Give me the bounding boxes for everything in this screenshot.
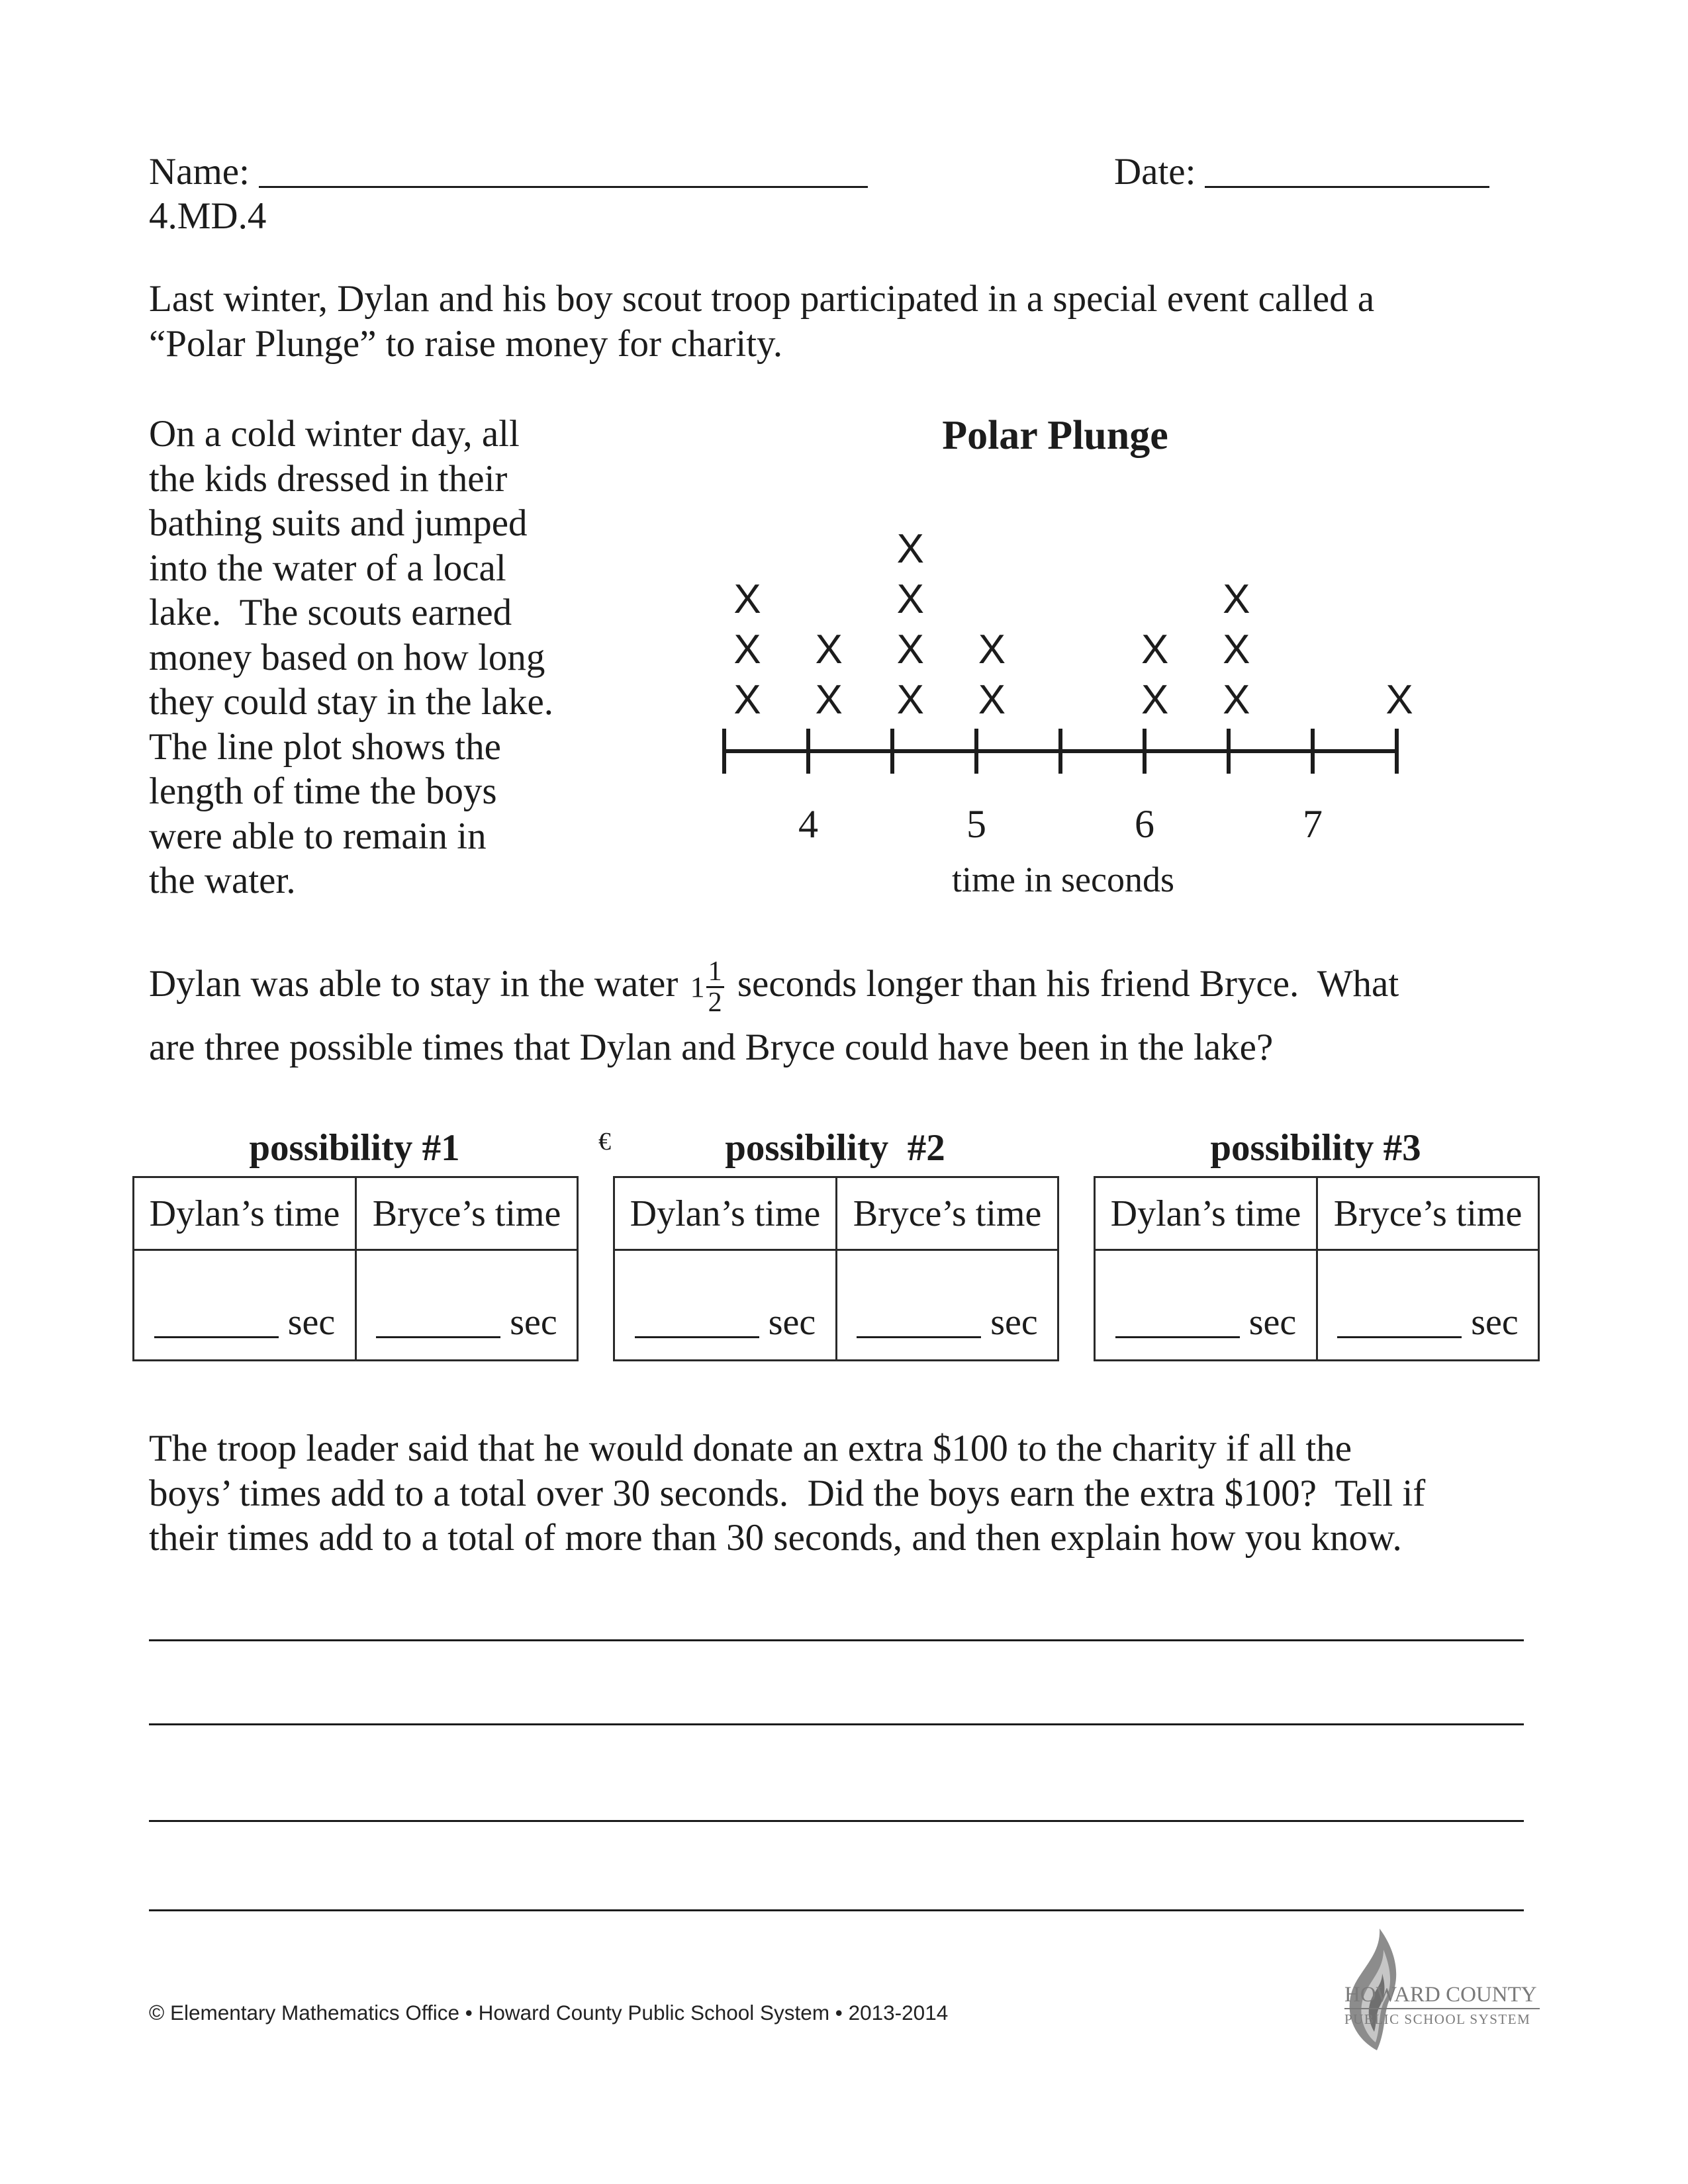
standard-code: 4.MD.4 bbox=[149, 195, 267, 237]
dylan-time-blank bbox=[635, 1310, 759, 1338]
x-mark: X bbox=[733, 627, 761, 672]
question-2-line: boys’ times add to a total over 30 seconds. Did the boys earn the extra $100? Tell if bbox=[149, 1472, 1426, 1514]
unit-label: sec bbox=[287, 1302, 336, 1343]
bryce-time-cell bbox=[1317, 1250, 1539, 1361]
tick-label: 6 bbox=[1135, 802, 1154, 846]
tick-label: 4 bbox=[798, 802, 818, 846]
mixed-number-whole: 1 bbox=[690, 970, 705, 1003]
x-mark: X bbox=[733, 677, 761, 723]
fraction-numerator: 1 bbox=[706, 957, 724, 988]
name-field bbox=[149, 150, 868, 195]
possibility-title: possibility #1 bbox=[249, 1127, 460, 1169]
bryce-time-header: Bryce’s time bbox=[356, 1177, 578, 1250]
bryce-time-cell bbox=[356, 1250, 578, 1361]
x-mark: X bbox=[978, 627, 1006, 672]
dylan-time-header: Dylan’s time bbox=[134, 1177, 356, 1250]
district-logo bbox=[1337, 1926, 1549, 2058]
dylan-time-blank bbox=[154, 1310, 279, 1338]
date-field bbox=[1114, 150, 1489, 195]
dylan-time-cell bbox=[1095, 1250, 1317, 1361]
question-1-line-2: are three possible times that Dylan and Bryce could have been in the lake? bbox=[149, 1026, 1274, 1068]
possibility-table bbox=[132, 1176, 579, 1361]
name-label: Name: bbox=[149, 151, 250, 193]
intro-line: Last winter, Dylan and his boy scout troop participated in a special event called a bbox=[149, 278, 1375, 320]
question-2-line: their times add to a total of more than 30 seconds, and then explain how you know. bbox=[149, 1517, 1402, 1559]
x-mark: X bbox=[1223, 627, 1250, 672]
logo-text-line-1: HOWARD COUNTY bbox=[1344, 1981, 1540, 2009]
unit-label: sec bbox=[510, 1302, 557, 1343]
question-1-line-1 bbox=[149, 956, 1399, 1019]
description-line: they could stay in the lake. bbox=[149, 681, 553, 723]
unit-label: sec bbox=[1471, 1302, 1519, 1343]
dylan-time-header: Dylan’s time bbox=[614, 1177, 837, 1250]
table-row bbox=[1095, 1250, 1539, 1361]
unit-label: sec bbox=[1248, 1302, 1297, 1343]
answer-line bbox=[149, 1909, 1524, 1911]
question-1-text-after: seconds longer than his friend Bryce. What bbox=[737, 963, 1399, 1005]
dylan-time-header: Dylan’s time bbox=[1095, 1177, 1317, 1250]
table-header-row bbox=[134, 1177, 578, 1250]
bryce-time-blank bbox=[376, 1310, 500, 1338]
chart-x-axis-label: time in seconds bbox=[952, 860, 1174, 899]
dylan-time-cell bbox=[614, 1250, 837, 1361]
x-mark: X bbox=[896, 627, 924, 672]
possibility-table bbox=[613, 1176, 1059, 1361]
table-row bbox=[614, 1250, 1058, 1361]
x-mark: X bbox=[815, 627, 843, 672]
x-mark: X bbox=[896, 576, 924, 622]
unit-label: sec bbox=[990, 1302, 1038, 1343]
x-mark: X bbox=[896, 677, 924, 723]
possibility-table bbox=[1094, 1176, 1540, 1361]
date-label: Date: bbox=[1114, 151, 1196, 193]
possibility-title: possibility #2 bbox=[725, 1127, 945, 1169]
x-mark: X bbox=[896, 526, 924, 572]
x-mark: X bbox=[1385, 677, 1413, 723]
description-line: length of time the boys bbox=[149, 770, 497, 812]
bryce-time-blank bbox=[857, 1310, 981, 1338]
x-mark: X bbox=[733, 576, 761, 622]
bryce-time-header: Bryce’s time bbox=[1317, 1177, 1539, 1250]
possibility-2 bbox=[613, 1126, 1057, 1361]
description-line: bathing suits and jumped bbox=[149, 502, 528, 544]
x-mark: X bbox=[815, 677, 843, 723]
table-header-row bbox=[1095, 1177, 1539, 1250]
footer-copyright: © Elementary Mathematics Office • Howard County Public School System • 2013-2014 bbox=[149, 2001, 949, 2025]
tick-label: 7 bbox=[1303, 802, 1323, 846]
description-line: The line plot shows the bbox=[149, 725, 501, 768]
answer-line bbox=[149, 1723, 1524, 1725]
possibility-3 bbox=[1094, 1126, 1538, 1361]
x-mark: X bbox=[1141, 627, 1169, 672]
description-paragraph bbox=[149, 412, 553, 903]
question-2-line: The troop leader said that he would donate an extra $100 to the charity if all the bbox=[149, 1428, 1352, 1469]
unit-label: sec bbox=[768, 1302, 816, 1343]
description-line: lake. The scouts earned bbox=[149, 592, 512, 633]
table-header-row bbox=[614, 1177, 1058, 1250]
logo-text-line-2: PUBLIC SCHOOL SYSTEM bbox=[1344, 2011, 1531, 2027]
description-line: the kids dressed in their bbox=[149, 457, 508, 500]
intro-line: “Polar Plunge” to raise money for charity. bbox=[149, 322, 783, 365]
fraction-denominator: 2 bbox=[708, 987, 722, 1019]
line-plot bbox=[695, 516, 1443, 860]
dylan-time-cell bbox=[134, 1250, 356, 1361]
euro-symbol: € bbox=[598, 1128, 611, 1156]
description-line: money based on how long bbox=[149, 636, 545, 678]
possibility-1 bbox=[132, 1126, 577, 1361]
answer-line bbox=[149, 1820, 1524, 1822]
date-blank bbox=[1205, 154, 1489, 188]
bryce-time-blank bbox=[1337, 1310, 1462, 1338]
bryce-time-cell bbox=[837, 1250, 1058, 1361]
x-mark: X bbox=[1141, 677, 1169, 723]
description-line: On a cold winter day, all bbox=[149, 413, 520, 455]
possibility-title: possibility #3 bbox=[1210, 1127, 1421, 1169]
question-1-text-before: Dylan was able to stay in the water bbox=[149, 963, 679, 1005]
mixed-number-fraction bbox=[706, 957, 724, 1017]
x-mark: X bbox=[1223, 677, 1250, 723]
tick-label: 5 bbox=[966, 802, 986, 846]
description-line: were able to remain in bbox=[149, 815, 487, 857]
chart-title: Polar Plunge bbox=[942, 413, 1168, 458]
intro-paragraph bbox=[149, 277, 1374, 366]
name-blank bbox=[259, 154, 868, 188]
description-line: into the water of a local bbox=[149, 547, 506, 589]
bryce-time-header: Bryce’s time bbox=[837, 1177, 1058, 1250]
x-mark: X bbox=[1223, 576, 1250, 622]
x-mark: X bbox=[978, 677, 1006, 723]
question-2-paragraph bbox=[149, 1426, 1425, 1561]
table-row bbox=[134, 1250, 578, 1361]
answer-line bbox=[149, 1639, 1524, 1641]
dylan-time-blank bbox=[1115, 1310, 1240, 1338]
description-line: the water. bbox=[149, 860, 296, 901]
